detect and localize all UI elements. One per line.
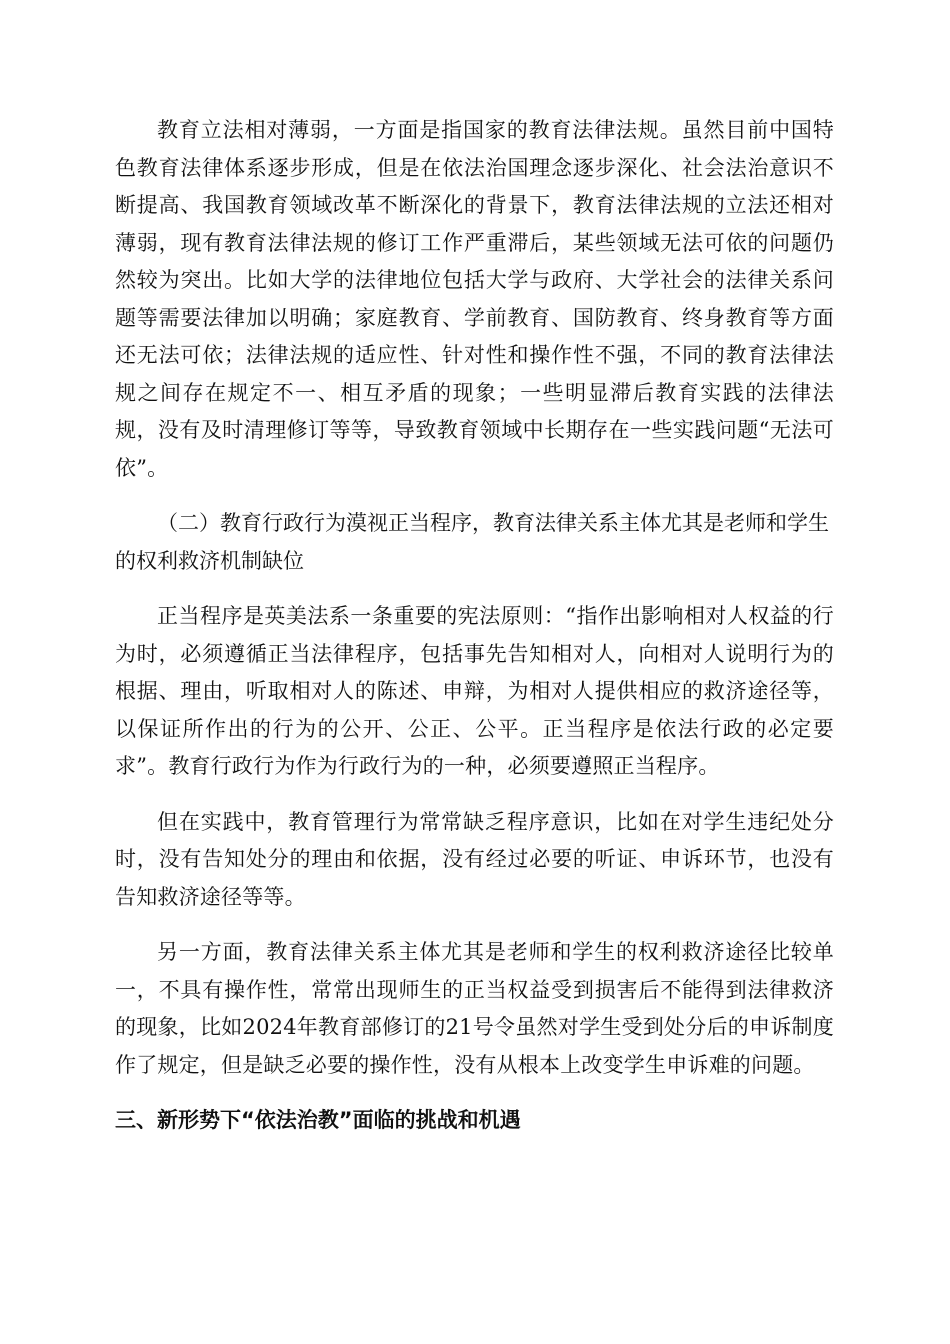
- section-heading-3: 三、新形势下“依法治教”面临的挑战和机遇: [115, 1108, 521, 1132]
- paragraph-due-process: 正当程序是英美法系一条重要的宪法原则：“指作出影响相对人权益的行为时，必须遵循正当法律程序，包括事先告知相对人，向相对人说明行为的根据、理由，听取相对人的陈述、申辩，为相对人提供相应的救济途径等，以保证所作出的行为的公开、公正、公平。正当程序是依法行政的必定要求”。教育行政行为作为行政行为的一种，必须要遵照正当程序。: [115, 604, 834, 778]
- paragraph-remedy: 另一方面，教育法律关系主体尤其是老师和学生的权利救济途径比较单一，不具有操作性，常常出现师生的正当权益受到损害后不能得到法律救济的现象，比如2024年教育部修订的21号令虽然对学生受到处分后的申诉制度作了规定，但是缺乏必要的操作性，没有从根本上改变学生申诉难的问题。: [115, 940, 834, 1077]
- paragraph-gap: [115, 580, 834, 598]
- paragraph-gap: [115, 786, 834, 804]
- paragraph-gap: [115, 1084, 834, 1102]
- subsection-heading-2: （二）教育行政行为漠视正当程序，教育法律关系主体尤其是老师和学生的权利救济机制缺位: [115, 511, 829, 573]
- paragraph-gap: [115, 487, 834, 505]
- paragraph-gap: [115, 916, 834, 934]
- paragraph-practice: 但在实践中，教育管理行为常常缺乏程序意识，比如在对学生违纪处分时，没有告知处分的理由和依据，没有经过必要的听证、申诉环节，也没有告知救济途径等等。: [115, 809, 834, 909]
- paragraph-legislation-weakness: 教育立法相对薄弱，一方面是指国家的教育法律法规。虽然目前中国特色教育法律体系逐步形成，但是在依法治国理念逐步深化、社会法治意识不断提高、我国教育领域改革不断深化的背景下，教育法律法规的立法还相对薄弱，现有教育法律法规的修订工作严重滞后，某些领域无法可依的问题仍然较为突出。比如大学的法律地位包括大学与政府、大学社会的法律关系问题等需要法律加以明确；家庭教育、学前教育、国防教育、终身教育等方面还无法可依；法律法规的适应性、针对性和操作性不强，不同的教育法律法规之间存在规定不一、相互矛盾的现象；一些明显滞后教育实践的法律法规，没有及时清理修订等等，导致教育领域中长期存在一些实践问题“无法可依”。: [115, 118, 834, 480]
- document-page: [115, 112, 834, 1140]
